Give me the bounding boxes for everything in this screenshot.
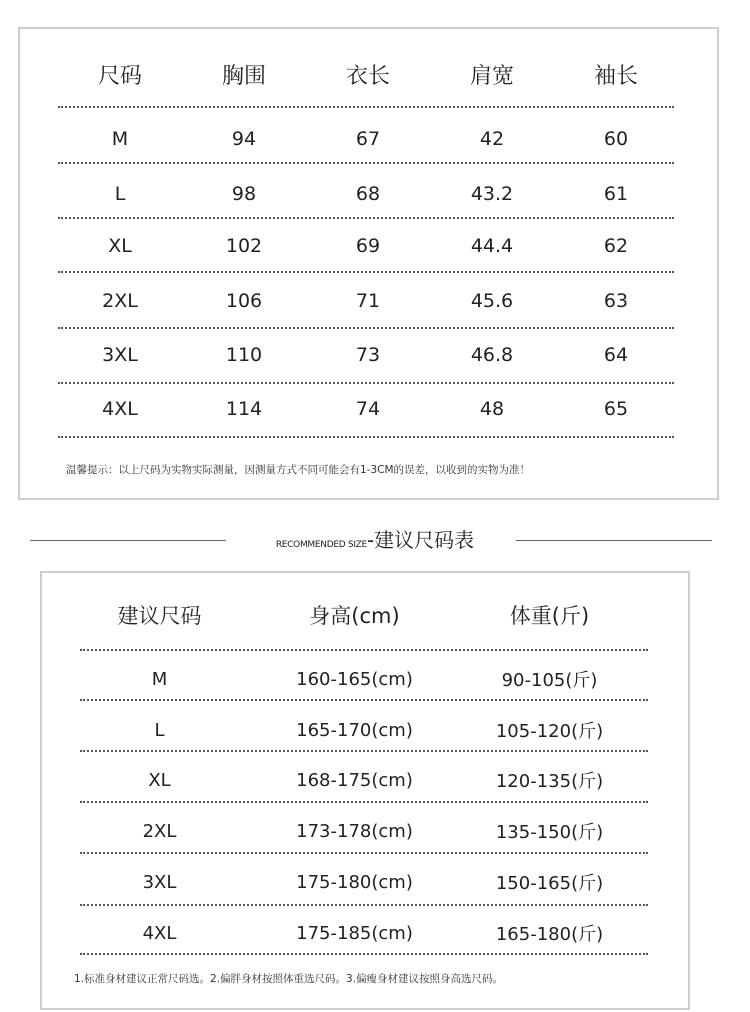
chest-cell: 110 bbox=[225, 344, 263, 366]
dotted-divider bbox=[80, 852, 648, 854]
weight-cell: 120-135(斤) bbox=[495, 771, 604, 792]
recommendation-note: 1.标准身材建议正常尺码选。2.偏胖身材按照体重选尺码。3.偏瘦身材建议按照身高选尺码。 bbox=[74, 973, 504, 985]
table-row bbox=[62, 760, 647, 800]
recommended-size-heading bbox=[0, 524, 750, 553]
size-cell: L bbox=[114, 183, 126, 205]
dotted-divider bbox=[58, 327, 674, 329]
height-cell: 173-178(cm) bbox=[296, 820, 413, 842]
sleeve-cell: 60 bbox=[603, 128, 629, 150]
weight-cell: 165-180(斤) bbox=[495, 924, 604, 945]
table-row bbox=[58, 389, 678, 429]
length-cell: 68 bbox=[355, 183, 381, 205]
size-cell: 3XL bbox=[142, 871, 177, 893]
height-cell: 165-170(cm) bbox=[296, 719, 413, 741]
shoulder-cell: 45.6 bbox=[470, 290, 514, 312]
table-row bbox=[58, 119, 678, 159]
divider-line-right bbox=[516, 540, 712, 541]
weight-cell: 105-120(斤) bbox=[495, 721, 604, 742]
size-cell: 2XL bbox=[142, 820, 177, 842]
weight-cell: 90-105(斤) bbox=[501, 670, 598, 691]
header-sleeve: 袖长 bbox=[593, 63, 638, 89]
sleeve-cell: 63 bbox=[603, 290, 629, 312]
height-cell: 175-185(cm) bbox=[296, 922, 413, 944]
recommend-table-header bbox=[62, 595, 647, 635]
table-row bbox=[62, 811, 647, 851]
sleeve-cell: 62 bbox=[603, 235, 629, 257]
header-recommended-size: 建议尺码 bbox=[117, 604, 202, 628]
header-length: 衣长 bbox=[345, 63, 390, 89]
table-row bbox=[62, 659, 647, 699]
table-row bbox=[58, 281, 678, 321]
dotted-divider bbox=[80, 750, 648, 752]
table-row bbox=[62, 913, 647, 953]
weight-cell: 135-150(斤) bbox=[495, 822, 604, 843]
table-row bbox=[58, 226, 678, 266]
recommended-size-panel bbox=[40, 571, 690, 1010]
sleeve-cell: 61 bbox=[603, 183, 629, 205]
recommended-size-chinese: 建议尺码表 bbox=[374, 528, 475, 552]
dotted-divider bbox=[58, 271, 674, 273]
length-cell: 74 bbox=[355, 398, 381, 420]
table-row bbox=[62, 710, 647, 750]
size-cell: M bbox=[151, 668, 168, 690]
size-cell: 3XL bbox=[102, 344, 138, 366]
height-cell: 175-180(cm) bbox=[296, 871, 413, 893]
chest-cell: 102 bbox=[225, 235, 263, 257]
length-cell: 67 bbox=[355, 128, 381, 150]
shoulder-cell: 46.8 bbox=[470, 344, 514, 366]
dotted-divider bbox=[58, 436, 674, 438]
header-height: 身高(cm) bbox=[309, 604, 400, 628]
shoulder-cell: 48 bbox=[479, 398, 505, 420]
table-row bbox=[62, 862, 647, 902]
dotted-divider bbox=[80, 801, 648, 803]
dotted-divider bbox=[58, 217, 674, 219]
dotted-divider bbox=[80, 953, 648, 955]
size-cell: XL bbox=[108, 235, 132, 257]
size-table-header bbox=[58, 54, 678, 94]
recommended-size-separator: - bbox=[366, 528, 375, 552]
recommended-size-english: RECOMMENDED SIZE bbox=[275, 540, 367, 550]
header-weight: 体重(斤) bbox=[509, 604, 590, 628]
sleeve-cell: 64 bbox=[603, 344, 629, 366]
dotted-divider bbox=[80, 699, 648, 701]
shoulder-cell: 44.4 bbox=[470, 235, 514, 257]
header-chest: 胸围 bbox=[221, 63, 266, 89]
chest-cell: 114 bbox=[225, 398, 263, 420]
weight-cell: 150-165(斤) bbox=[495, 873, 604, 894]
size-cell: L bbox=[154, 719, 165, 741]
header-shoulder: 肩宽 bbox=[469, 63, 514, 89]
size-cell: XL bbox=[148, 769, 171, 791]
shoulder-cell: 42 bbox=[479, 128, 505, 150]
size-cell: 4XL bbox=[142, 922, 177, 944]
table-row bbox=[58, 174, 678, 214]
length-cell: 71 bbox=[355, 290, 381, 312]
dotted-divider bbox=[58, 106, 674, 108]
chest-cell: 94 bbox=[231, 128, 257, 150]
table-row bbox=[58, 335, 678, 375]
size-cell: 4XL bbox=[102, 398, 138, 420]
chest-cell: 98 bbox=[231, 183, 257, 205]
dotted-divider bbox=[80, 904, 648, 906]
size-measurement-panel bbox=[18, 27, 719, 500]
height-cell: 160-165(cm) bbox=[296, 668, 413, 690]
size-cell: M bbox=[111, 128, 129, 150]
chest-cell: 106 bbox=[225, 290, 263, 312]
header-size: 尺码 bbox=[97, 63, 142, 89]
dotted-divider bbox=[58, 382, 674, 384]
sleeve-cell: 65 bbox=[603, 398, 629, 420]
measurement-note: 温馨提示：以上尺码为实物实际测量，因测量方式不同可能会有1-3CM的误差，以收到的实物为准！ bbox=[66, 464, 531, 476]
dotted-divider bbox=[80, 649, 648, 651]
height-cell: 168-175(cm) bbox=[296, 769, 413, 791]
shoulder-cell: 43.2 bbox=[470, 183, 514, 205]
length-cell: 73 bbox=[355, 344, 381, 366]
length-cell: 69 bbox=[355, 235, 381, 257]
size-cell: 2XL bbox=[102, 290, 138, 312]
dotted-divider bbox=[58, 162, 674, 164]
